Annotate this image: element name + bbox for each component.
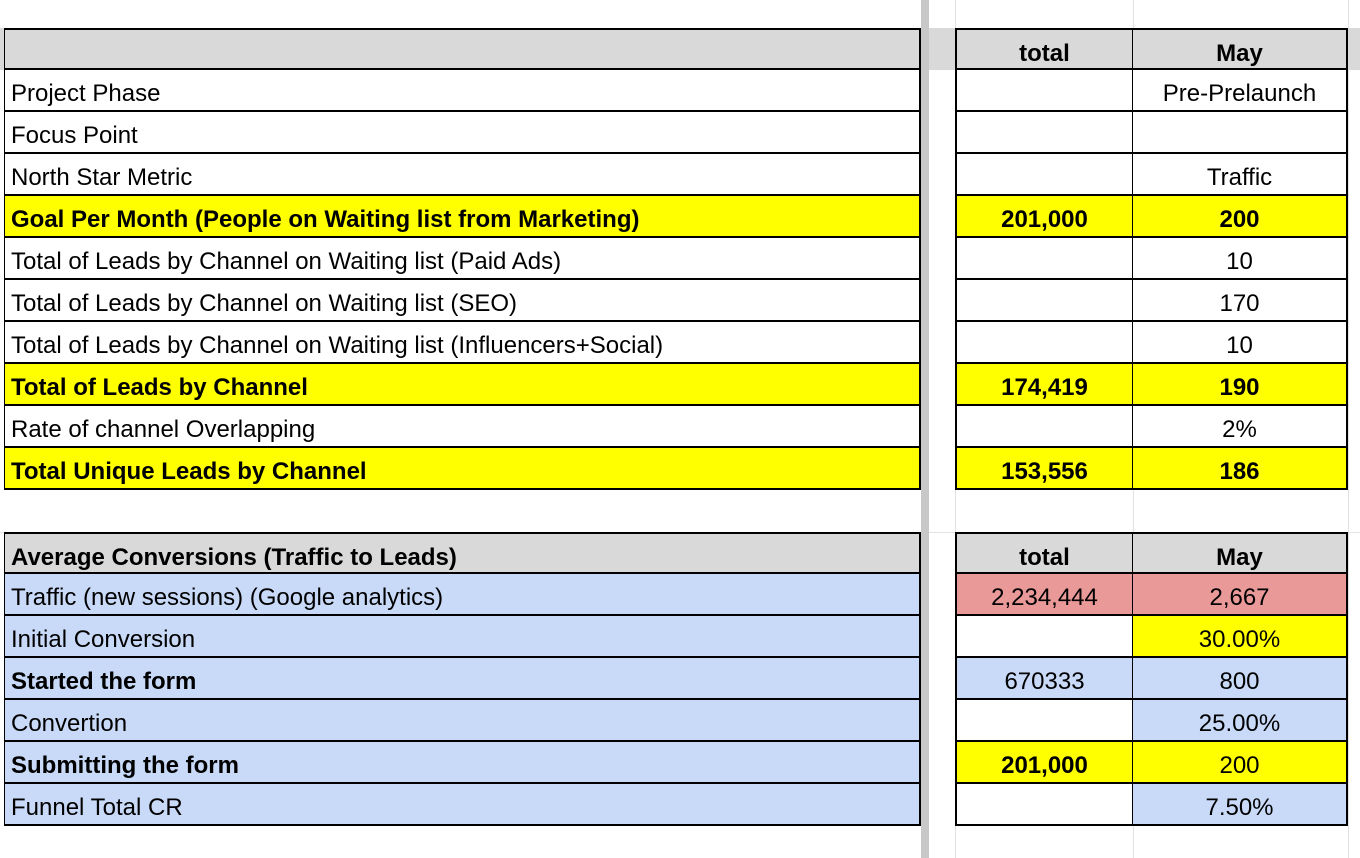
table-row (0, 784, 1360, 826)
section2-header-may[interactable]: May (1133, 532, 1348, 574)
table-row (0, 112, 1360, 154)
row-total[interactable] (955, 406, 1133, 448)
row-may[interactable]: 25.00% (1133, 700, 1348, 742)
table-row (0, 616, 1360, 658)
row-total[interactable]: 153,556 (955, 448, 1133, 490)
row-may[interactable]: 190 (1133, 364, 1348, 406)
row-total[interactable] (955, 700, 1133, 742)
row-label[interactable]: Initial Conversion (4, 616, 921, 658)
table-row (0, 406, 1360, 448)
row-total[interactable] (955, 154, 1133, 196)
row-may[interactable]: Pre-Prelaunch (1133, 70, 1348, 112)
row-total[interactable] (955, 322, 1133, 364)
row-may[interactable]: 800 (1133, 658, 1348, 700)
row-total[interactable] (955, 616, 1133, 658)
row-total[interactable]: 2,234,444 (955, 574, 1133, 616)
section2-header-total[interactable]: total (955, 532, 1133, 574)
row-may[interactable]: 30.00% (1133, 616, 1348, 658)
row-total[interactable] (955, 112, 1133, 154)
row-total[interactable] (955, 238, 1133, 280)
table-row (0, 154, 1360, 196)
row-may[interactable]: 170 (1133, 280, 1348, 322)
section1-header-label[interactable] (4, 28, 921, 70)
table-row (0, 364, 1360, 406)
table-row (0, 280, 1360, 322)
row-may[interactable]: 186 (1133, 448, 1348, 490)
row-total[interactable] (955, 70, 1133, 112)
row-may[interactable]: 7.50% (1133, 784, 1348, 826)
row-total[interactable]: 174,419 (955, 364, 1133, 406)
row-may[interactable]: 10 (1133, 238, 1348, 280)
row-label[interactable]: Focus Point (4, 112, 921, 154)
row-label[interactable]: Traffic (new sessions) (Google analytics) (4, 574, 921, 616)
row-label[interactable]: North Star Metric (4, 154, 921, 196)
row-may[interactable]: 2% (1133, 406, 1348, 448)
row-label[interactable]: Submitting the form (4, 742, 921, 784)
table-row (0, 658, 1360, 700)
row-label[interactable]: Goal Per Month (People on Waiting list from Marketing) (4, 196, 921, 238)
frozen-column-divider[interactable] (921, 0, 929, 858)
row-may[interactable]: Traffic (1133, 154, 1348, 196)
row-label[interactable]: Convertion (4, 700, 921, 742)
section2-header-row (0, 532, 1360, 574)
table-row (0, 700, 1360, 742)
row-may[interactable]: 200 (1133, 742, 1348, 784)
row-total[interactable]: 201,000 (955, 196, 1133, 238)
row-label[interactable]: Funnel Total CR (4, 784, 921, 826)
table-row (0, 574, 1360, 616)
table-row (0, 70, 1360, 112)
row-total[interactable]: 201,000 (955, 742, 1133, 784)
row-label[interactable]: Started the form (4, 658, 921, 700)
row-label[interactable]: Total Unique Leads by Channel (4, 448, 921, 490)
row-may[interactable]: 200 (1133, 196, 1348, 238)
row-label[interactable]: Total of Leads by Channel (4, 364, 921, 406)
section1-header-total[interactable]: total (955, 28, 1133, 70)
row-total[interactable]: 670333 (955, 658, 1133, 700)
row-may[interactable]: 2,667 (1133, 574, 1348, 616)
table-row (0, 196, 1360, 238)
section1-header-may[interactable]: May (1133, 28, 1348, 70)
section2-header-label[interactable]: Average Conversions (Traffic to Leads) (4, 532, 921, 574)
row-total[interactable] (955, 784, 1133, 826)
table-row (0, 742, 1360, 784)
row-label[interactable]: Project Phase (4, 70, 921, 112)
row-label[interactable]: Rate of channel Overlapping (4, 406, 921, 448)
table-row (0, 448, 1360, 490)
row-may[interactable]: 10 (1133, 322, 1348, 364)
row-total[interactable] (955, 280, 1133, 322)
row-label[interactable]: Total of Leads by Channel on Waiting list (Influencers+Social) (4, 322, 921, 364)
table-row (0, 238, 1360, 280)
row-label[interactable]: Total of Leads by Channel on Waiting list (SEO) (4, 280, 921, 322)
table-row (0, 322, 1360, 364)
row-may[interactable] (1133, 112, 1348, 154)
row-label[interactable]: Total of Leads by Channel on Waiting list (Paid Ads) (4, 238, 921, 280)
section1-header-row (0, 28, 1360, 70)
